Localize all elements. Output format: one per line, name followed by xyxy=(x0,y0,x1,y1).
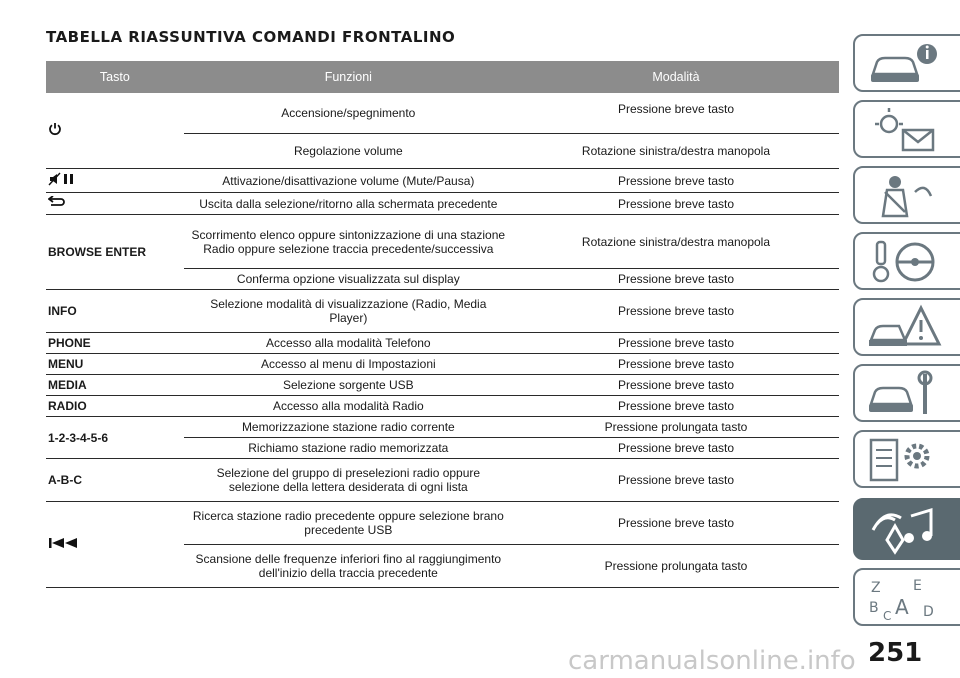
table-row xyxy=(46,396,839,417)
table-row xyxy=(46,354,839,375)
steering-key-icon xyxy=(865,238,945,286)
header-mode: Modalità xyxy=(513,61,839,93)
back-arrow-icon xyxy=(48,196,66,211)
cell-mode: Pressione breve tasto xyxy=(513,375,839,396)
tab-warning-lights[interactable] xyxy=(853,100,960,158)
cell-key: A-B-C xyxy=(46,459,184,502)
table-row xyxy=(46,215,839,269)
table-row xyxy=(46,459,839,502)
cell-key: MENU xyxy=(46,354,184,375)
cell-mode: Rotazione sinistra/destra manopola xyxy=(513,215,839,269)
cell-function: Accesso alla modalità Radio xyxy=(184,396,513,417)
cell-mode: Rotazione sinistra/destra manopola xyxy=(513,134,839,169)
cell-function: Ricerca stazione radio precedente oppure selezione brano precedente USB xyxy=(184,502,513,545)
previous-track-icon xyxy=(48,537,82,552)
svg-text:Z: Z xyxy=(871,580,881,596)
tab-emergency[interactable] xyxy=(853,298,960,356)
warning-lights-icon xyxy=(865,106,945,154)
header-key: Tasto xyxy=(46,61,184,93)
table-row xyxy=(46,93,839,134)
cell-function: Selezione sorgente USB xyxy=(184,375,513,396)
cell-key: 1-2-3-4-5-6 xyxy=(46,417,184,459)
cell-mode: Pressione breve tasto xyxy=(513,93,839,134)
cell-mode: Pressione breve tasto xyxy=(513,502,839,545)
tab-airbag-safety[interactable] xyxy=(853,166,960,224)
cell-function: Attivazione/disattivazione volume (Mute/Pausa) xyxy=(184,169,513,193)
table-row xyxy=(46,333,839,354)
power-icon xyxy=(48,122,62,139)
cell-mode: Pressione breve tasto xyxy=(513,169,839,193)
cell-key: MEDIA xyxy=(46,375,184,396)
car-info-icon xyxy=(865,40,945,88)
cell-key: BROWSE ENTER xyxy=(46,215,184,290)
cell-key: INFO xyxy=(46,290,184,333)
cell-mode: Pressione prolungata tasto xyxy=(513,417,839,438)
svg-text:D: D xyxy=(923,604,934,620)
cell-mode: Pressione breve tasto xyxy=(513,459,839,502)
specs-gear-icon xyxy=(865,436,945,484)
controls-table xyxy=(46,61,839,588)
cell-mode: Pressione breve tasto xyxy=(513,269,839,290)
cell-function: Selezione del gruppo di preselezioni radio oppure selezione della lettera desiderata di ogni lista xyxy=(184,459,513,502)
cell-function: Scansione delle frequenze inferiori fino al raggiungimento dell'inizio della traccia precedente xyxy=(184,545,513,588)
tab-car-info[interactable] xyxy=(853,34,960,92)
mute-pause-icon xyxy=(48,172,76,189)
cell-mode: Pressione breve tasto xyxy=(513,290,839,333)
cell-function: Scorrimento elenco oppure sintonizzazione di una stazione Radio oppure selezione traccia precedente/successiva xyxy=(184,215,513,269)
emergency-icon xyxy=(865,304,945,352)
cell-function: Accesso alla modalità Telefono xyxy=(184,333,513,354)
cell-mode: Pressione breve tasto xyxy=(513,396,839,417)
cell-key: PHONE xyxy=(46,333,184,354)
table-row xyxy=(46,290,839,333)
page-title: TABELLA RIASSUNTIVA COMANDI FRONTALINO xyxy=(46,28,456,46)
cell-function: Richiamo stazione radio memorizzata xyxy=(184,438,513,459)
cell-mode: Pressione breve tasto xyxy=(513,354,839,375)
cell-function: Selezione modalità di visualizzazione (Radio, Media Player) xyxy=(184,290,513,333)
cell-function: Memorizzazione stazione radio corrente xyxy=(184,417,513,438)
table-row xyxy=(46,502,839,545)
header-function: Funzioni xyxy=(184,61,513,93)
service-car-icon xyxy=(865,370,945,418)
table-row xyxy=(46,417,839,438)
watermark: carmanualsonline.info xyxy=(568,646,856,676)
cell-function: Uscita dalla selezione/ritorno alla schermata precedente xyxy=(184,193,513,215)
svg-text:B: B xyxy=(869,600,879,616)
page-number: 251 xyxy=(868,638,923,668)
tab-service-car[interactable] xyxy=(853,364,960,422)
svg-text:E: E xyxy=(913,578,922,594)
cell-mode: Pressione breve tasto xyxy=(513,193,839,215)
cell-key: RADIO xyxy=(46,396,184,417)
tab-steering-key[interactable] xyxy=(853,232,960,290)
cell-mode: Pressione prolungata tasto xyxy=(513,545,839,588)
table-header xyxy=(46,61,839,93)
index-letters-icon xyxy=(865,574,945,622)
table-row xyxy=(46,193,839,215)
airbag-safety-icon xyxy=(865,172,945,220)
cell-function: Accesso al menu di Impostazioni xyxy=(184,354,513,375)
svg-text:C: C xyxy=(883,609,892,622)
cell-mode: Pressione breve tasto xyxy=(513,438,839,459)
cell-mode: Pressione breve tasto xyxy=(513,333,839,354)
tab-multimedia[interactable] xyxy=(853,498,960,560)
multimedia-icon xyxy=(865,504,945,556)
svg-text:A: A xyxy=(895,595,909,619)
cell-function: Regolazione volume xyxy=(184,134,513,169)
table-row xyxy=(46,375,839,396)
cell-function: Conferma opzione visualizzata sul display xyxy=(184,269,513,290)
tab-index[interactable] xyxy=(853,568,960,626)
table-row xyxy=(46,169,839,193)
tab-specs[interactable] xyxy=(853,430,960,488)
cell-function: Accensione/spegnimento xyxy=(184,93,513,134)
